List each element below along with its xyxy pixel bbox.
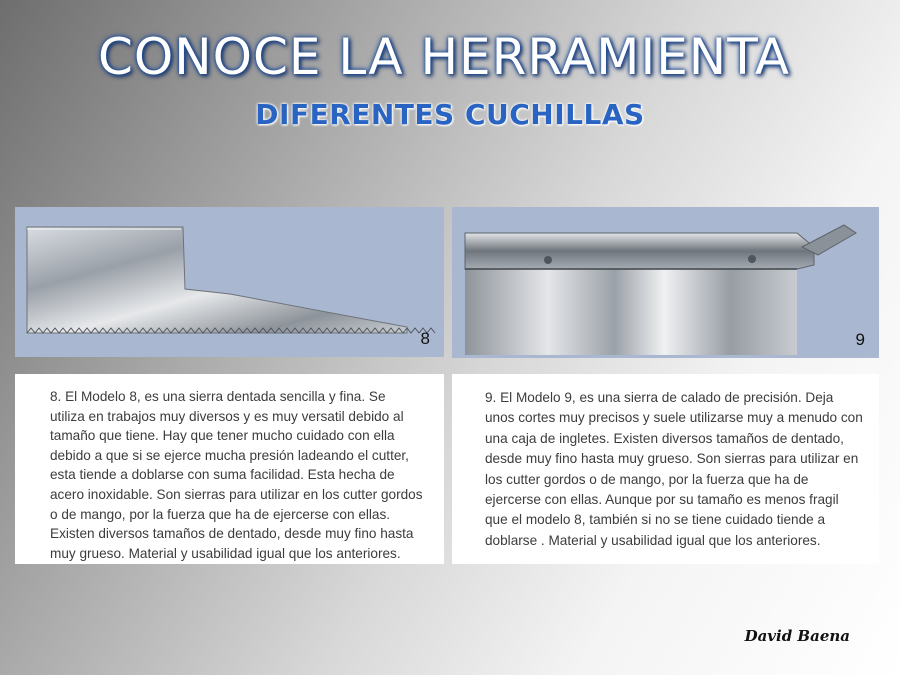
blade-9-image [452, 207, 879, 358]
blade-9-description: 9. El Modelo 9, es una sierra de calado de precisión. Deja unos cortes muy precisos y suele utilizarse muy a menudo con una caja de ingletes. Existen diversos tamaños de dentado, desde muy fino hasta muy grueso. Son sierras para utilizar en los cutter gordos o de mango, por la fuerza que ha de ejercerse con ellas. Aunque por su tamaño es menos fragil que el modelo 8, también si no se tiene cuidado tiende a doblarse . Material y usabilidad igual que los anteriores. [485, 390, 863, 548]
blade-9-photo [452, 207, 879, 358]
blade-9-description-card [452, 374, 879, 564]
slide-subtitle: DIFERENTES CUCHILLAS [255, 98, 645, 131]
blade-8-description-card [15, 374, 444, 564]
slide-title: CONOCE LA HERRAMIENTA [97, 28, 791, 86]
blade-8-image [15, 207, 444, 357]
blade-8-photo [15, 207, 444, 357]
blade-8-number: 8 [420, 329, 430, 348]
blade-8-description: 8. El Modelo 8, es una sierra dentada sencilla y fina. Se utiliza en trabajos muy diversos y es muy versatil debido al tamaño que tiene. Hay que tener mucho cuidado con ella debido a que si se ejerce mucha presión ladeando el cutter, esta tiende a doblarse con suma facilidad. Esta hecha de acero inoxidable. Son sierras para utilizar en los cutter gordos o de mango, por la fuerza que ha de ejercerse con ellas. Existen diversos tamaños de dentado, desde muy fino hasta muy grueso. Material y usabilidad igual que los anteriores. [50, 389, 423, 561]
author-signature: David Baena [744, 627, 850, 645]
blade-9-number: 9 [855, 330, 865, 349]
